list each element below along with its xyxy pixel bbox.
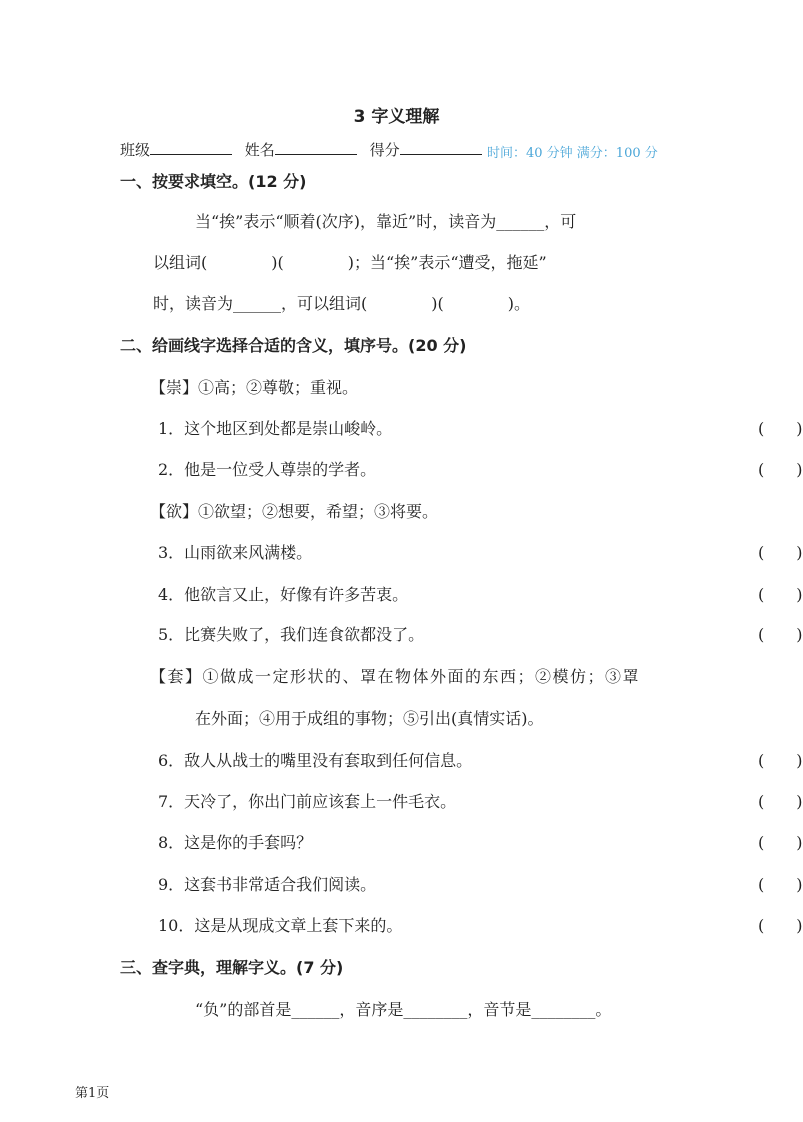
section2-heading: 二、给画线字选择合适的含义，填序号。(20 分) [120, 336, 467, 355]
definition-yu: 【欲】①欲望；②想要，希望；③将要。 [150, 502, 439, 521]
definition-chong: 【崇】①高；②尊敬；重视。 [150, 378, 359, 397]
answer-paren[interactable]: ( ) [758, 543, 803, 562]
class-label: 班级 [120, 141, 151, 159]
section1-line3: 时，读音为______，可以组词( )( )。 [153, 294, 530, 313]
score-label: 得分 [369, 141, 400, 159]
section3-line1: “负”的部首是______，音序是________，音节是________。 [195, 1000, 612, 1019]
question-item: 5．比赛失败了，我们连食欲都没了。 ( ) [158, 625, 803, 644]
score-field[interactable] [400, 140, 482, 155]
answer-paren[interactable]: ( ) [758, 625, 803, 644]
question-item: 8．这是你的手套吗？ ( ) [158, 833, 803, 852]
time-score-meta: 时间：40 分钟 满分：100 分 [487, 146, 658, 161]
page-title: 3 字义理解 [353, 107, 440, 127]
definition-tao-cont: 在外面；④用于成组的事物；⑤引出(真情实话)。 [195, 709, 544, 728]
answer-paren[interactable]: ( ) [758, 419, 803, 438]
answer-paren[interactable]: ( ) [758, 751, 803, 770]
question-item: 10．这是从现成文章上套下来的。 ( ) [158, 916, 803, 935]
answer-paren[interactable]: ( ) [758, 833, 803, 852]
section1-line1: 当“挨”表示“顺着(次序)，靠近”时，读音为______，可 [195, 212, 577, 231]
answer-paren[interactable]: ( ) [758, 916, 803, 935]
question-item: 3．山雨欲来风满楼。 ( ) [158, 543, 803, 562]
answer-paren[interactable]: ( ) [758, 460, 803, 479]
section1-heading: 一、按要求填空。(12 分) [120, 172, 307, 191]
question-item: 4．他欲言又止，好像有许多苦衷。 ( ) [158, 585, 803, 604]
answer-paren[interactable]: ( ) [758, 792, 803, 811]
name-field[interactable] [275, 140, 357, 155]
answer-paren[interactable]: ( ) [758, 875, 803, 894]
page-number: 第1页 [75, 1086, 110, 1101]
question-item: 1．这个地区到处都是崇山峻岭。 ( ) [158, 419, 803, 438]
question-item: 7．天冷了，你出门前应该套上一件毛衣。 ( ) [158, 792, 803, 811]
student-info [120, 140, 482, 160]
question-item: 9．这套书非常适合我们阅读。 ( ) [158, 875, 803, 894]
answer-paren[interactable]: ( ) [758, 585, 803, 604]
definition-tao: 【套】①做成一定形状的、罩在物体外面的东西；②模仿；③罩 [150, 667, 641, 686]
question-item: 2．他是一位受人尊崇的学者。 ( ) [158, 460, 803, 479]
name-label: 姓名 [244, 141, 275, 159]
section3-heading: 三、查字典，理解字义。(7 分) [120, 958, 344, 977]
section1-line2: 以组词( )( )；当“挨”表示“遭受，拖延” [153, 253, 547, 272]
question-item: 6．敌人从战士的嘴里没有套取到任何信息。 ( ) [158, 751, 803, 770]
class-field[interactable] [150, 140, 232, 155]
